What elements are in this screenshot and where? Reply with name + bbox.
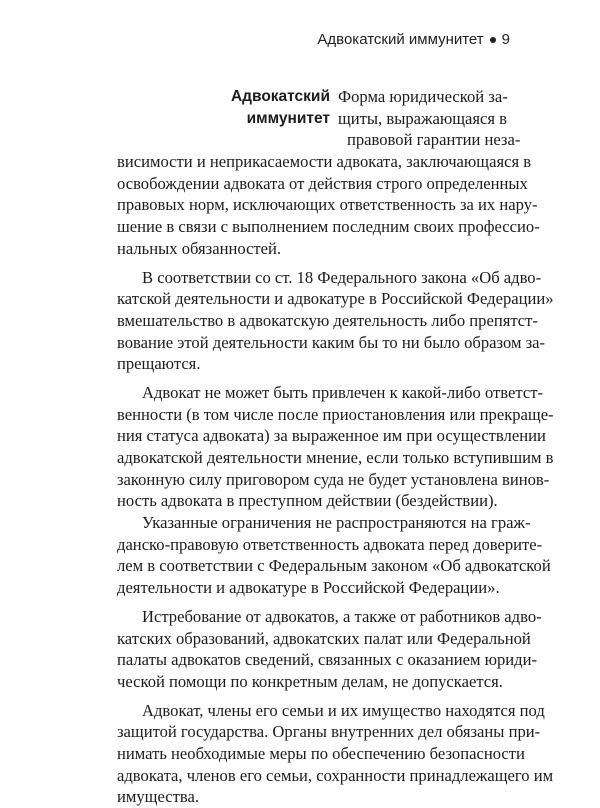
text-line: данско-правовую ответственность адвоката перед доверите- (117, 534, 543, 554)
running-header-title: Адвокатский иммунитет (317, 31, 484, 48)
text-line: палаты адвокатов сведений, связанных с оказанием юриди- (117, 650, 538, 670)
paragraph (117, 151, 540, 259)
page-number: 9 (501, 31, 510, 48)
text-line: адвокатской деятельности мнение, если только вступившим в (117, 448, 554, 467)
paragraph (117, 267, 554, 375)
paragraph (117, 512, 551, 599)
text-line: законную силу приговором суда не будет установлена винов- (117, 469, 550, 489)
entry-term: Адвокатский (230, 88, 330, 105)
text-line: вование этой деятельности каким бы то ни было образом за- (117, 332, 546, 352)
entry-line (117, 108, 507, 130)
text-line: шение в связи с выполнением последним своих профессио- (117, 217, 540, 237)
text-line: ния статуса адвоката) за выраженное им при осуществлении (117, 426, 546, 446)
text-line: Указанные ограничения не распространяются на граж- (142, 513, 531, 533)
running-header (317, 31, 510, 48)
text-line: катской деятельности и адвокатуре в Российской Федерации» (117, 289, 554, 309)
definition-text: щиты, выражающаяся в (338, 108, 507, 128)
text-line: катских образований, адвокатских палат или Федеральной (117, 628, 531, 648)
text-line: деятельности и адвокатуре в Российской Федерации». (117, 578, 500, 598)
paragraph (117, 700, 554, 808)
definition-text: правовой гарантии неза- (347, 130, 521, 150)
text-line: нимать необходимые меры по обеспечению безопасности (117, 743, 525, 763)
text-line: защитой государства. Органы внутренних дел обязаны при- (117, 722, 541, 742)
text-line: ность адвоката в преступном действии (бездействии). (117, 491, 498, 511)
text-line: нальных обязанностей. (117, 238, 282, 258)
text-line: адвоката, членов его семьи, сохранности принадлежащего им (117, 765, 554, 785)
text-line: Адвокат, члены его семьи и их имущество находятся под (142, 700, 545, 720)
text-line: правовых норм, исключающих ответственность за их нару- (117, 195, 538, 215)
text-line: венности (в том числе после приостановления или прекраще- (117, 404, 554, 424)
text-line: вмешательство в адвокатскую деятельность либо препятст- (117, 310, 538, 330)
text-line: В соответствии со ст. 18 Федерального закона «Об адво- (142, 267, 542, 287)
entry-line (117, 86, 507, 108)
text-line: Адвокат не может быть привлечен к какой-либо ответст- (142, 382, 543, 402)
text-line: имущества. (117, 787, 199, 807)
paragraph (117, 382, 554, 512)
text-line: Истребование от адвокатов, а также от работников адво- (142, 606, 542, 626)
entry-term: иммунитет (246, 109, 330, 127)
bullet-icon (490, 37, 496, 43)
text-line: прещаются. (117, 354, 201, 374)
definition-text: Форма юридической за- (338, 87, 508, 106)
text-line: ческой помощи по конкретным делам, не допускается. (117, 671, 503, 691)
dictionary-entry (117, 86, 554, 808)
text-line: освобождении адвоката от действия строго определенных (117, 173, 528, 193)
paragraph (117, 606, 542, 693)
text-line: висимости и неприкасаемости адвоката, заключающаяся в (117, 152, 532, 172)
text-line: лем в соответствии с Федеральным законом «Об адвокатской (117, 556, 551, 576)
